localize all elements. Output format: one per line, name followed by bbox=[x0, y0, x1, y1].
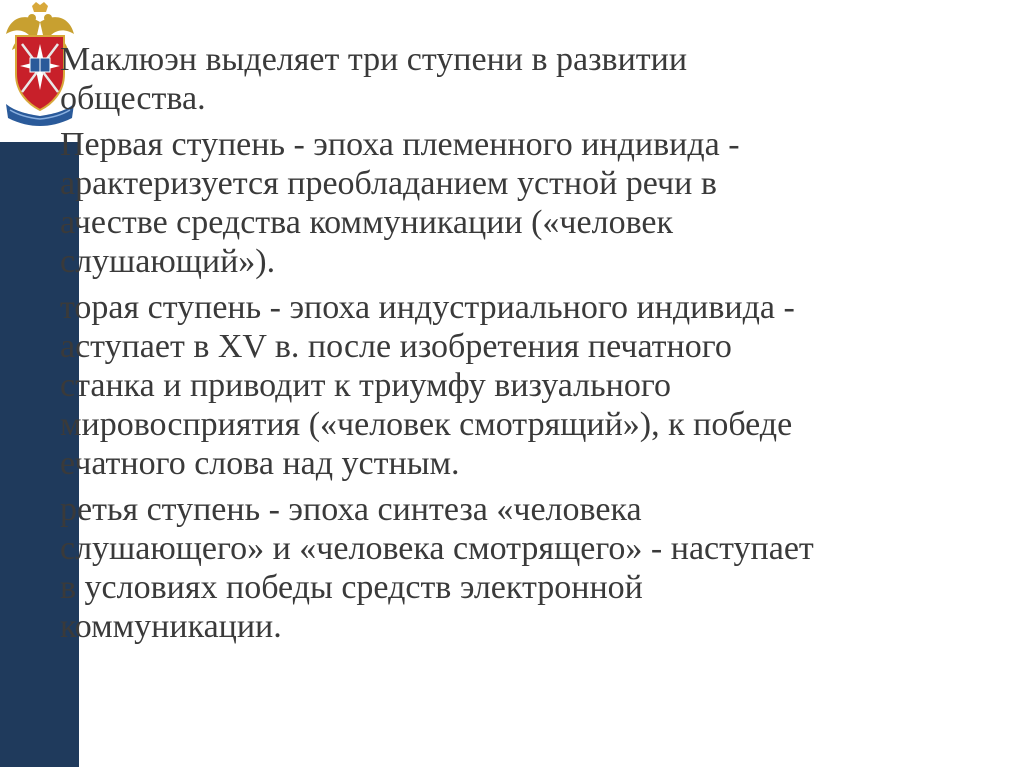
paragraph-first-stage: Первая ступень - эпоха племенного индивида - арактеризуется преобладанием устной речи в ачестве средства коммуникации («человек слушающий»). bbox=[60, 126, 740, 280]
paragraph-intro: Маклюэн выделяет три ступени в развитии общества. bbox=[60, 41, 688, 117]
slide-body-text bbox=[60, 40, 1000, 653]
paragraph-second-stage: торая ступень - эпоха индустриального индивида - аступает в XV в. после изобретения печатного станка и приводит к триумфу визуального мировосприятия («человек смотрящий»), к победе ечатного слова над устным. bbox=[60, 289, 795, 482]
paragraph-third-stage: ретья ступень - эпоха синтеза «человека слушающего» и «человека смотрящего» - наступает в условиях победы средств электронной коммуникации. bbox=[60, 491, 814, 645]
